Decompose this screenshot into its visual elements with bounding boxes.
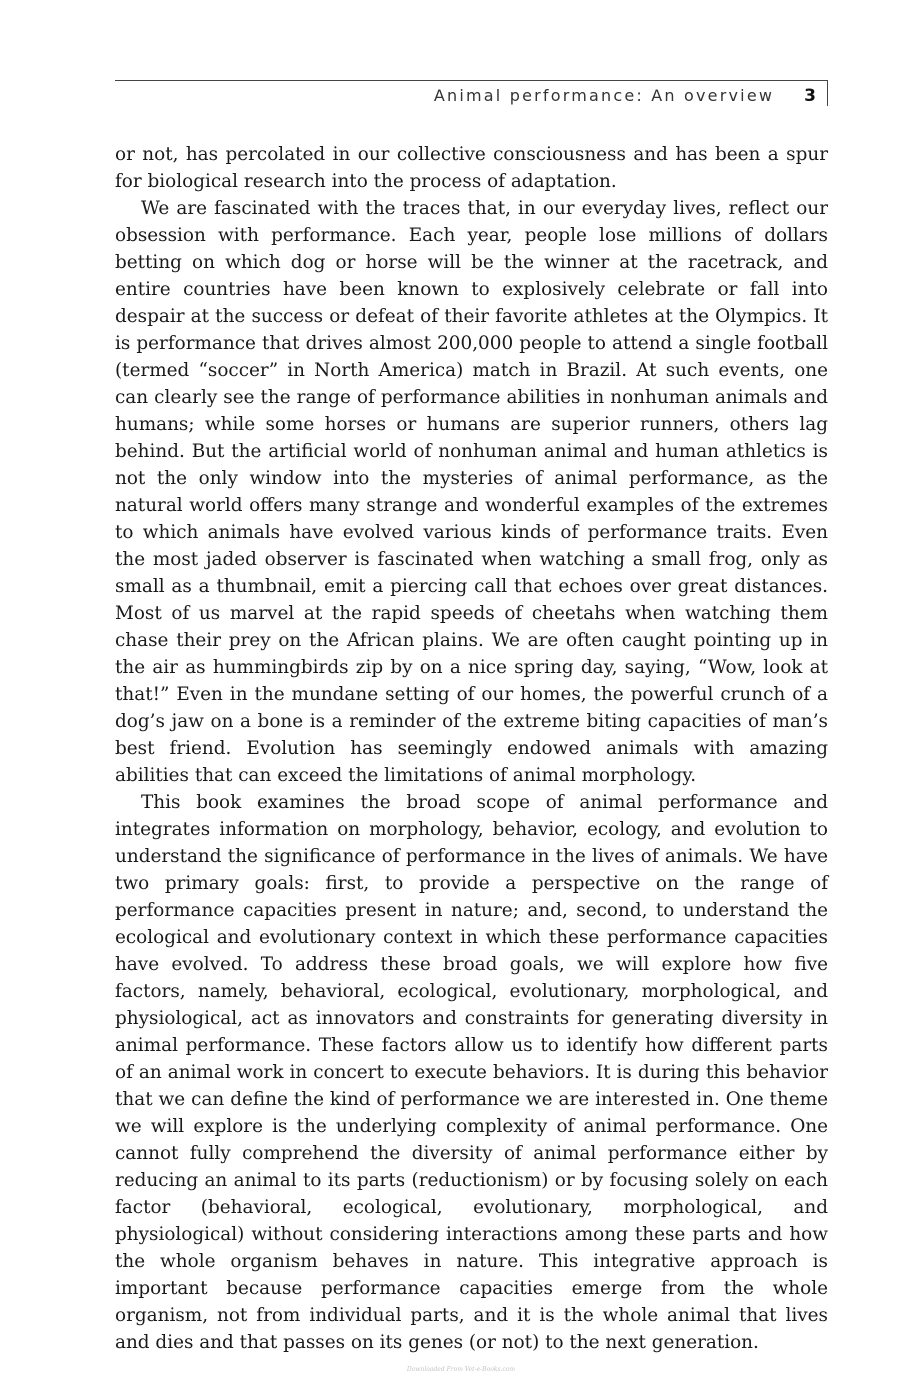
paragraph-fascination: We are fascinated with the traces that, in our everyday lives, reflect our obsession with performance. Each year, people lose millions of dollars betting on which dog or horse will be the winner at the racetrack, and entire countries have been known to explosively celebrate or fall into despair at the success or defeat of their favorite athletes at the Olympics. It is performance that drives almost 200,000 people to attend a single football (termed “soccer” in North America) match in Brazil. At such events, one can clearly see the range of performance abilities in nonhuman animals and humans; while some horses or humans are superior runners, others lag behind. But the artificial world of nonhuman animal and human athletics is not the only window into the mysteries of animal performance, as the natural world offers many strange and wonderful examples of the extremes to which animals have evolved various kinds of performance traits. Even the most jaded observer is fascinated when watching a small frog, only as small as a thumbnail, emit a piercing call that echoes over great distances. Most of us marvel at the rapid speeds of cheetahs when watching them chase their prey on the African plains. We are often caught pointing up in the air as hummingbirds zip by on a nice spring day, saying, “Wow, look at that!” Even in the mundane setting of our homes, the powerful crunch of a dog’s jaw on a bone is a reminder of the extreme biting capacities of man’s best friend. Evolution has seemingly endowed animals with amazing abilities that can exceed the limitations of animal morphology. [115, 198, 828, 786]
running-head-title: Animal performance: An overview [433, 86, 775, 105]
running-head [434, 86, 816, 106]
header-corner-rule [827, 80, 828, 106]
paragraph-book-goals: This book examines the broad scope of animal performance and integrates information on morphology, behavior, ecology, and evolution to understand the significance of performance in the lives of animals. We have two primary goals: first, to provide a perspective on the range of performance capacities present in nature; and, second, to understand the ecological and evolutionary context in which these performance capacities have evolved. To address these broad goals, we will explore how five factors, namely, behavioral, ecological, evolutionary, morphological, and physiological, act as innovators and constraints for generating diversity in animal performance. These factors allow us to identify how different parts of an animal work in concert to execute behaviors. It is during this behavior that we can define the kind of performance we are interested in. One theme we will explore is the underlying complexity of animal performance. One cannot fully comprehend the diversity of animal performance either by reducing an animal to its parts (reductionism) or by focusing solely on each factor (behavioral, ecological, evolutionary, morphological, and physiological) without considering interactions among these parts and how the whole organism behaves in nature. This integrative approach is important because performance capacities emerge from the whole organism, not from individual parts, and it is the whole animal that lives and dies and that passes on its genes (or not) to the next generation. [115, 792, 828, 1353]
page-number: 3 [804, 86, 816, 106]
footer-watermark: Downloaded From Vet-e-Books.com [406, 1366, 516, 1373]
body-text [115, 141, 828, 1356]
header-rule [115, 80, 828, 81]
paragraph-continued: or not, has percolated in our collective consciousness and has been a spur for biological research into the process of adaptation. [115, 144, 828, 192]
